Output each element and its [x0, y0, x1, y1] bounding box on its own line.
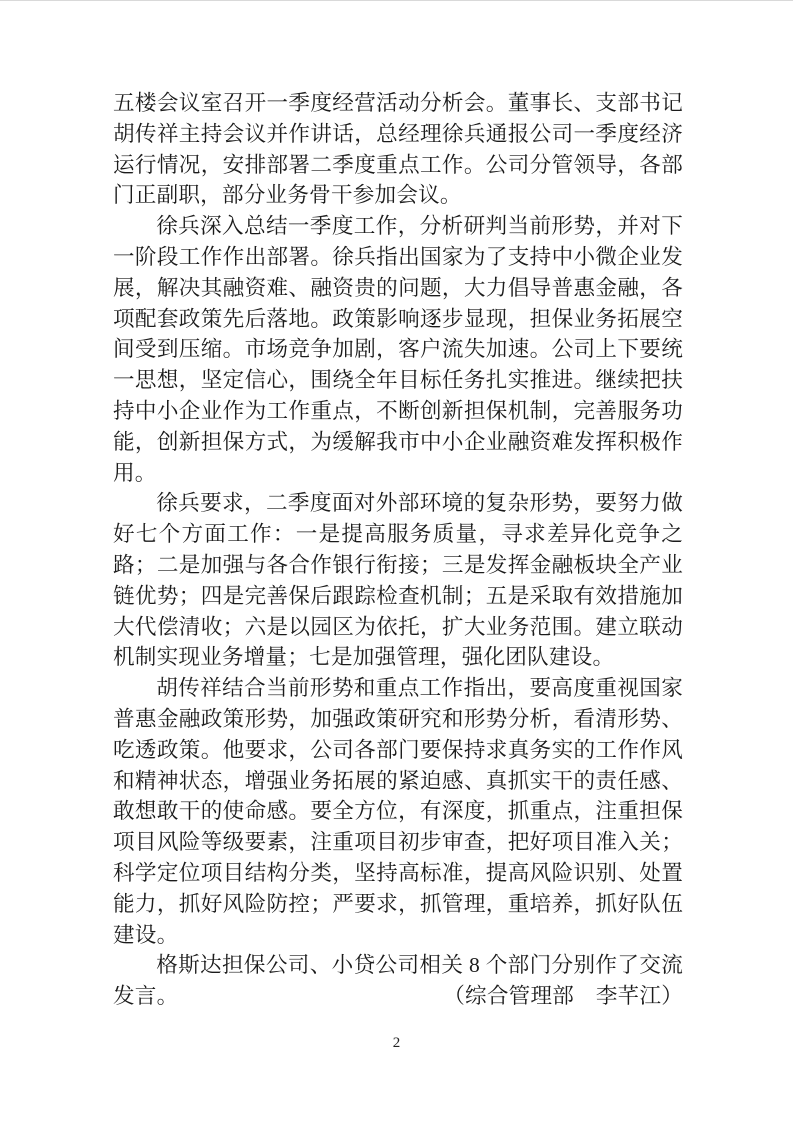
document-body [113, 88, 683, 1012]
scan-edge-line [0, 0, 793, 1]
paragraph-seven-tasks: 徐兵要求，二季度面对外部环境的复杂形势，要努力做好七个方面工作：一是提高服务质量，寻求差异化竞争之路；二是加强与各合作银行衔接；三是发挥金融板块全产业链优势；四是完善保后跟踪检查机制；五是采取有效措施加大代偿清收；六是以园区为依托，扩大业务范围。建立联动机制实现业务增量；七是加强管理，强化团队建设。 [113, 491, 683, 670]
paragraph-closing [113, 950, 683, 1012]
closing-text: 格斯达担保公司、小贷公司相关 8 个部门分别作了交流发言。 [113, 953, 683, 1009]
paragraph-huchuanxiang-remarks: 胡传祥结合当前形势和重点工作指出，要高度重视国家普惠金融政策形势，加强政策研究和形势分析，看清形势、吃透政策。他要求，公司各部门要保持求真务实的工作作风和精神状态，增强业务拓展的紧迫感、真抓实干的责任感、敢想敢干的使命感。要全方位，有深度，抓重点，注重担保项目风险等级要素，注重项目初步审查，把好项目准入关；科学定位项目结构分类，坚持高标准，提高风险识别、处置能力，抓好风险防控；严要求，抓管理，重培养，抓好队伍建设。 [113, 676, 683, 947]
page-number: 2 [392, 1035, 401, 1051]
department-signature: （综合管理部 李芊江） [443, 984, 683, 1009]
paragraph-xubing-summary: 徐兵深入总结一季度工作，分析研判当前形势，并对下一阶段工作作出部署。徐兵指出国家为了支持中小微企业发展，解决其融资难、融资贵的问题，大力倡导普惠金融，各项配套政策先后落地。政策影响逐步显现，担保业务拓展空间受到压缩。市场竞争加剧，客户流失加速。公司上下要统一思想，坚定信心，围绕全年目标任务扎实推进。继续把扶持中小企业作为工作重点，不断创新担保机制，完善服务功能，创新担保方式，为缓解我市中小企业融资难发挥积极作用。 [113, 214, 683, 485]
paragraph-meeting-overview: 五楼会议室召开一季度经营活动分析会。董事长、支部书记胡传祥主持会议并作讲话，总经理徐兵通报公司一季度经济运行情况，安排部署二季度重点工作。公司分管领导，各部门正副职，部分业务骨干参加会议。 [113, 91, 683, 208]
